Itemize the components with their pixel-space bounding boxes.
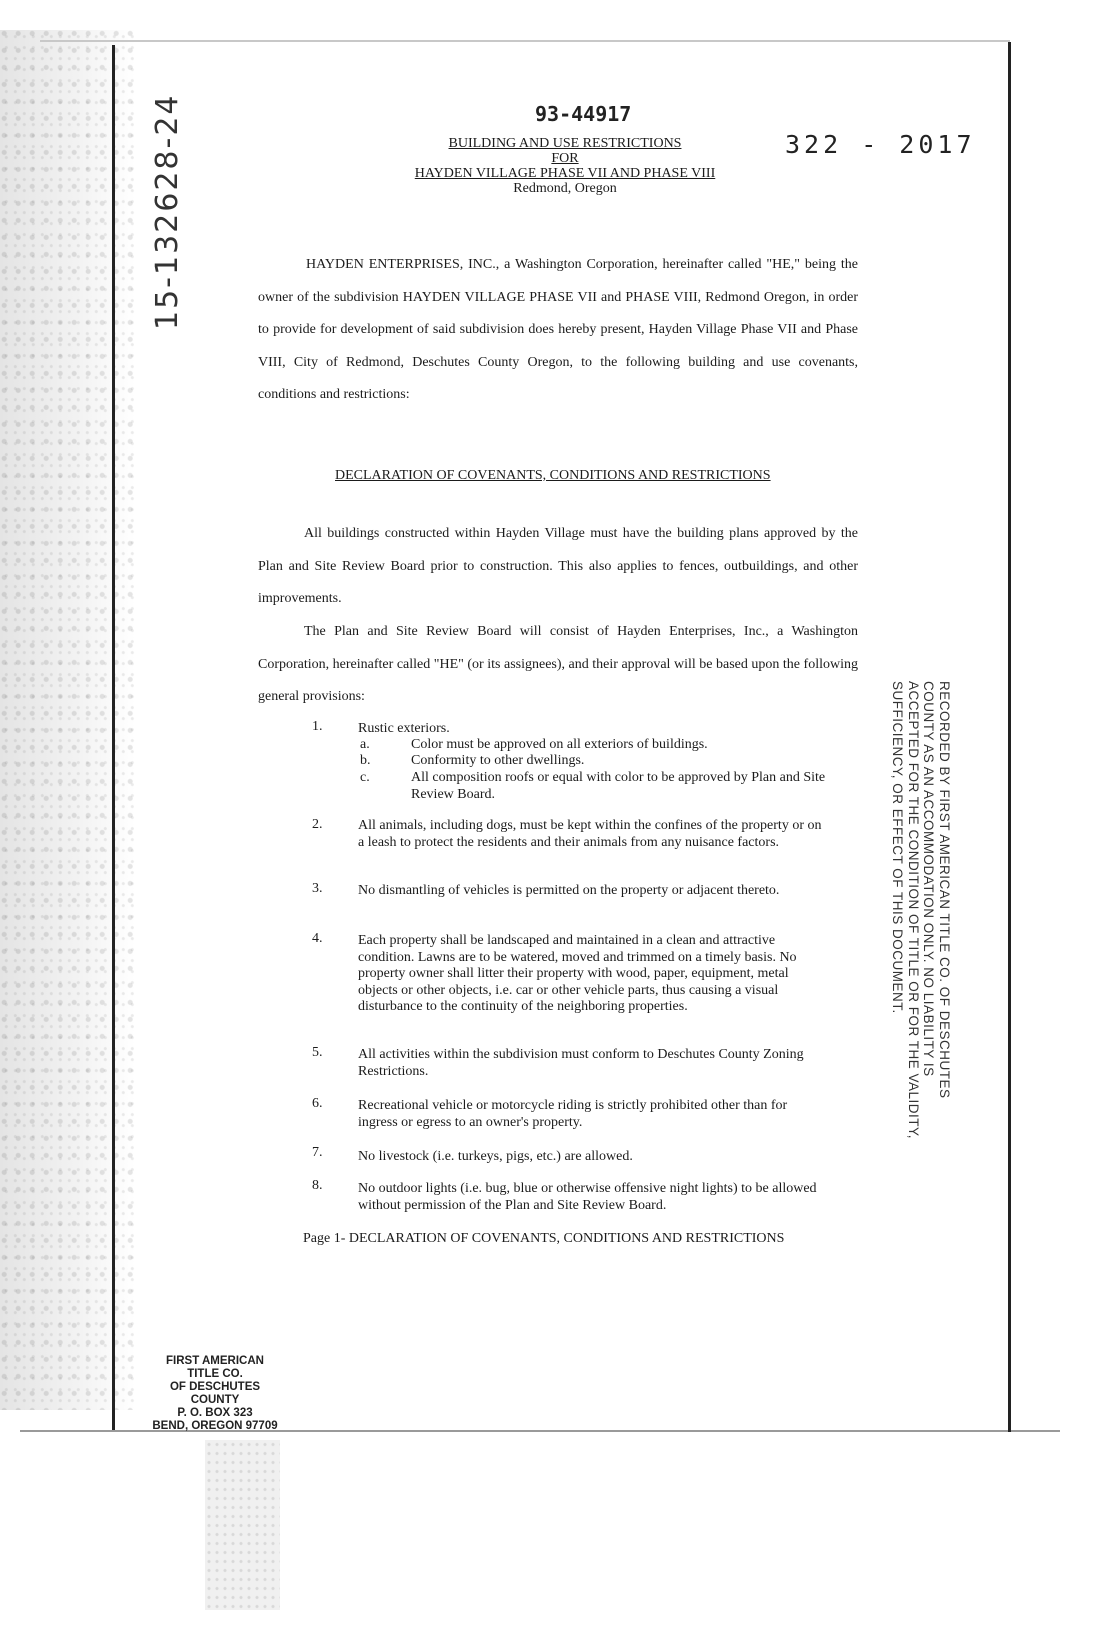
page-top-edge (40, 40, 1010, 42)
address-line: BEND, OREGON 97709 (152, 1420, 278, 1432)
plans-approval-paragraph: All buildings constructed within Hayden Village must have the building plans approved by the Plan and Site Review Board prior to construction. This also applies to fences, outbuildings, and other improvements. (258, 526, 858, 606)
provision-text: Rustic exteriors. (358, 721, 450, 736)
page-right-border (1008, 42, 1011, 1432)
provision-number: 4. (312, 931, 323, 946)
provision-number: 2. (312, 817, 323, 832)
provision-number: 1. (312, 719, 323, 734)
provision-number: 5. (312, 1045, 323, 1060)
sub-provision-letter: c. (360, 770, 370, 785)
stamp-line: ACCEPTED FOR THE CONDITION OF TITLE OR FOR THE VALIDITY, (906, 681, 921, 1140)
scan-noise-bottom (205, 1440, 280, 1610)
stamp-line: COUNTY AS AN ACCOMMODATION ONLY. NO LIABILITY IS (921, 681, 937, 1077)
declaration-heading: DECLARATION OF COVENANTS, CONDITIONS AND RESTRICTIONS (335, 468, 771, 483)
provision-text: All animals, including dogs, must be kept within the confines of the property or on a leash to protect the residents and their animals from any nuisance factors. (358, 818, 822, 850)
title-line-4: Redmond, Oregon (513, 181, 617, 196)
sub-provision-text: Conformity to other dwellings. (411, 753, 585, 768)
document-title (380, 136, 750, 196)
provision-number: 3. (312, 881, 323, 896)
review-board-paragraph: The Plan and Site Review Board will consist of Hayden Enterprises, Inc., a Washington Corporation, hereinafter called "HE" (or its assignees), and their approval will be based upon the following general provisions: (258, 624, 858, 704)
sub-provision-letter: a. (360, 737, 370, 752)
provision-text: All activities within the subdivision must conform to Deschutes County Zoning Restrictions. (358, 1047, 804, 1079)
page-left-border (112, 45, 115, 1430)
address-line: P. O. BOX 323 (177, 1407, 253, 1419)
provision-text: Recreational vehicle or motorcycle riding is strictly prohibited other than for ingress or egress to an owner's property. (358, 1098, 788, 1130)
recording-disclaimer-stamp (890, 681, 952, 1139)
address-line: OF DESCHUTES COUNTY (169, 1381, 261, 1406)
provision-text: No dismantling of vehicles is permitted on the property or adjacent thereto. (358, 883, 780, 898)
provision-text: No outdoor lights (i.e. bug, blue or otherwise offensive night lights) to be allowed without permission of the Plan and Site Review Board. (358, 1181, 817, 1213)
title-line-1: BUILDING AND USE RESTRICTIONS (448, 136, 682, 151)
sub-provision-text: All composition roofs or equal with color to be approved by Plan and Site Review Board. (411, 770, 826, 802)
provision-number: 7. (312, 1145, 323, 1160)
intro-paragraph: HAYDEN ENTERPRISES, INC., a Washington Corporation, hereinafter called "HE," being the owner of the subdivision HAYDEN VILLAGE PHASE VII and PHASE VIII, Redmond Oregon, in order to provide for development of said subdivision does hereby present, Hayden Village Phase VII and Phase VIII, City of Redmond, Deschutes County Oregon, to the following building and use covenants, conditions and restrictions: (258, 257, 858, 402)
recording-reference-number: 322 - 2017 (785, 130, 976, 159)
provision-number: 6. (312, 1096, 323, 1111)
stamp-line: RECORDED BY FIRST AMERICAN TITLE CO. OF DESCHUTES (937, 681, 952, 1099)
sub-provision-text: Color must be approved on all exteriors of buildings. (411, 737, 708, 752)
return-address-stamp (150, 1355, 280, 1433)
address-line: FIRST AMERICAN TITLE CO. (166, 1355, 264, 1380)
handwritten-reference: 15-132628-24 (150, 93, 185, 330)
stamp-line: SUFFICIENCY, OR EFFECT OF THIS DOCUMENT. (890, 681, 906, 1014)
page-footer: Page 1- DECLARATION OF COVENANTS, CONDITIONS AND RESTRICTIONS (303, 1231, 785, 1246)
title-line-2: FOR (551, 151, 579, 166)
document-number: 93-44917 (535, 102, 632, 126)
sub-provision-letter: b. (360, 753, 371, 768)
title-line-3: HAYDEN VILLAGE PHASE VII AND PHASE VIII (414, 166, 716, 181)
provision-text: Each property shall be landscaped and maintained in a clean and attractive condition. Lawns are to be watered, moved and trimmed on a timely basis. No property owner shall litter their property with wood, paper, equipment, metal objects or other objects, i.e. car or other vehicle parts, thus causing a visual disturbance to the continuity of the neighboring properties. (358, 933, 797, 1014)
provision-text: No livestock (i.e. turkeys, pigs, etc.) are allowed. (358, 1149, 633, 1164)
provision-number: 8. (312, 1178, 323, 1193)
